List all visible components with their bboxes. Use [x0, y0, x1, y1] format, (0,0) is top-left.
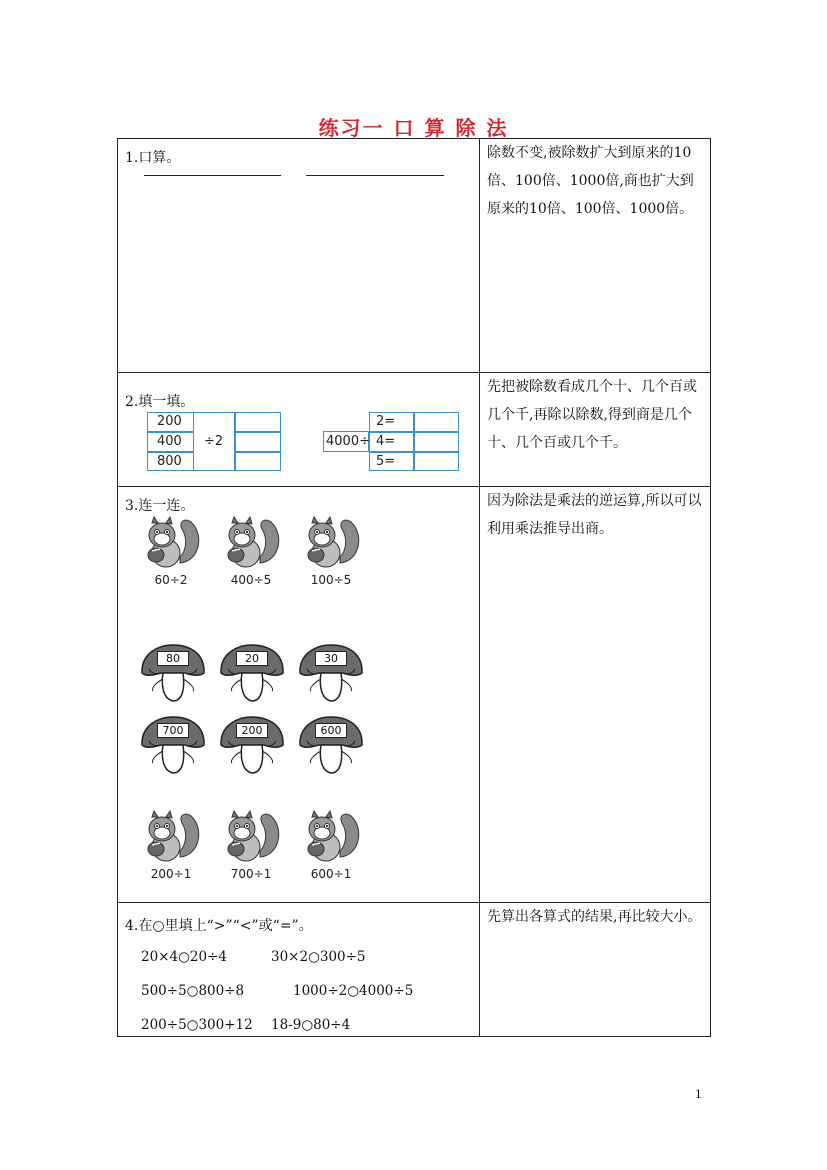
answer-box[interactable] — [415, 432, 458, 451]
squirrel-card[interactable] — [140, 809, 210, 891]
question-3-heading: 3.连一连。 — [125, 498, 195, 514]
squirrel-icon — [300, 515, 362, 571]
answer-box[interactable] — [236, 452, 280, 470]
question-1-tip: 除数不变,被除数扩大到原来的10倍、100倍、1000倍,商也扩大到原来的10倍、100倍、1000倍。 — [480, 139, 711, 373]
question-4-cell — [118, 903, 480, 1037]
question-3-tip: 因为除法是乘法的逆运算,所以可以利用乘法推导出商。 — [480, 487, 711, 903]
compare-expression[interactable]: 200÷5○300+12 — [141, 1017, 253, 1033]
squirrel-card[interactable] — [140, 515, 210, 597]
mushroom-card[interactable] — [297, 715, 365, 777]
answer-box[interactable] — [236, 432, 280, 451]
page-title: 练习一 口 算 除 法 — [318, 116, 509, 140]
dividend-cell: 200 — [157, 414, 182, 429]
squirrel-expression: 600÷1 — [310, 867, 352, 881]
squirrel-icon — [140, 515, 202, 571]
squirrel-card[interactable] — [220, 809, 290, 891]
mushroom-number: 20 — [236, 651, 268, 666]
compare-expression[interactable]: 20×4○20÷4 — [141, 949, 227, 965]
question-row-4 — [118, 903, 711, 1037]
question-2-heading: 2.填一填。 — [125, 394, 195, 410]
mushroom-number: 30 — [315, 651, 347, 666]
compare-expression[interactable]: 30×2○300÷5 — [271, 949, 366, 965]
dividend-cell: 800 — [157, 454, 182, 469]
mushroom-card[interactable] — [139, 715, 207, 777]
squirrel-expression: 700÷1 — [230, 867, 272, 881]
squirrel-expression: 100÷5 — [310, 573, 352, 587]
worksheet-table — [117, 138, 711, 1037]
question-2-tip: 先把被除数看成几个十、几个百或几个千,再除以除数,得到商是几个十、几个百或几个千。 — [480, 373, 711, 487]
mushroom-number: 700 — [157, 723, 189, 738]
question-1-heading: 1.口算。 — [125, 150, 181, 166]
divisor-label: ÷2 — [204, 434, 224, 449]
mushroom-number: 200 — [236, 723, 268, 738]
question-4-tip: 先算出各算式的结果,再比较大小。 — [480, 903, 711, 1037]
answer-box[interactable] — [236, 413, 280, 431]
compare-expression[interactable]: 500÷5○800÷8 — [141, 983, 245, 999]
question-4-heading: 4.在○里填上“>”“<”或“=”。 — [125, 918, 313, 934]
compare-expression[interactable]: 18-9○80÷4 — [271, 1017, 351, 1033]
mushroom-card[interactable] — [218, 715, 286, 777]
squirrel-card[interactable] — [300, 515, 370, 597]
dividend-cell: 400 — [157, 434, 182, 449]
divisor-cell: 5= — [376, 454, 396, 469]
answer-line[interactable] — [144, 175, 281, 176]
mushroom-card[interactable] — [297, 643, 365, 705]
question-1-cell — [118, 139, 480, 373]
question-row-2 — [118, 373, 711, 487]
question-2-cell — [118, 373, 480, 487]
dividend-label: 4000÷ — [326, 434, 370, 449]
question-row-3 — [118, 487, 711, 903]
answer-box[interactable] — [415, 413, 458, 431]
mushroom-number: 600 — [315, 723, 347, 738]
squirrel-card[interactable] — [220, 515, 290, 597]
divisor-cell: 4= — [376, 434, 396, 449]
question-row-1 — [118, 139, 711, 373]
squirrel-icon — [220, 515, 282, 571]
mushroom-number: 80 — [157, 651, 189, 666]
page-number: 1 — [695, 1088, 702, 1101]
divisor-cell: 2= — [376, 414, 396, 429]
squirrel-expression: 400÷5 — [230, 573, 272, 587]
squirrel-icon — [140, 809, 202, 865]
answer-box[interactable] — [415, 452, 458, 470]
mushroom-card[interactable] — [218, 643, 286, 705]
squirrel-expression: 60÷2 — [154, 573, 188, 587]
answer-line[interactable] — [306, 175, 444, 176]
squirrel-icon — [220, 809, 282, 865]
question-3-cell — [118, 487, 480, 903]
squirrel-icon — [300, 809, 362, 865]
squirrel-expression: 200÷1 — [150, 867, 192, 881]
compare-expression[interactable]: 1000÷2○4000÷5 — [293, 983, 414, 999]
mushroom-card[interactable] — [139, 643, 207, 705]
squirrel-card[interactable] — [300, 809, 370, 891]
